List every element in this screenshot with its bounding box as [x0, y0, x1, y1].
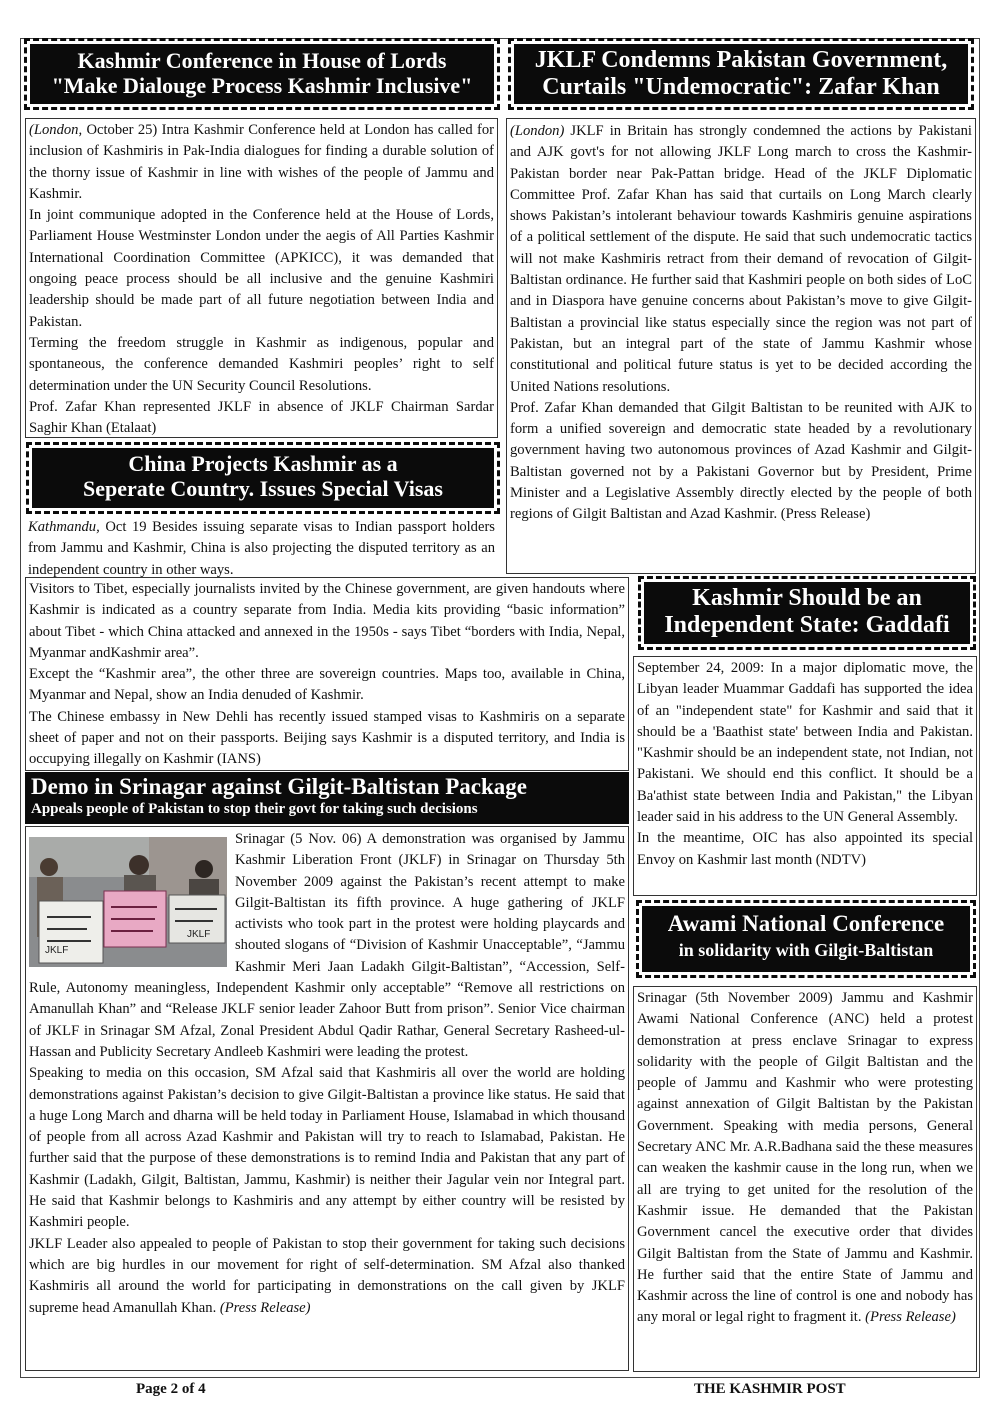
- lords-para-3: Terming the freedom struggle in Kashmir as indigenous, popular and spontaneous, the conference demanded Kashmiri peoples’ right to self determination under the UN Security Council Resolutions.: [29, 334, 494, 394]
- lords-headline-banner: [30, 44, 494, 104]
- jklf-article: [506, 118, 976, 574]
- lords-article-body: [29, 120, 494, 439]
- jklf-headline-line2: Curtails "Undemocratic": Zafar Khan: [542, 73, 940, 100]
- anc-article: [633, 986, 977, 1372]
- jklf-article-body: [510, 121, 972, 526]
- page-number: Page 2 of 4: [136, 1381, 206, 1397]
- jklf-para-1: JKLF in Britain has strongly condemned the actions by Pakistani and AJK govt's for not allowing JKLF Long march to cross the Kashmir-Pakistan border near Pak-Pattan bridge. Head of the JKLF Diplomatic Committee Prof. Zafar Khan has said that curtails on Long March clearly shows Pakistan’s intolerant behaviour towards Kashmiris genuine aspirations of a political settlement of the dispute. He said that such undemocratic tactics will not make Kashmiris retract from their demand of revocation of Gilgit-Baltistan ordinance. He further said that Kashmiri people on both sides of LoC and in Diaspora have genuine concerns about Pakistan’s move to give Gilgit-Baltistan a provincial like status especially since the region was not part of Pakistan, but an integral part of the state of Jammu Kashmir whose constitutional and political future status is yet to be decided according the United Nations resolutions.: [510, 123, 972, 395]
- china-headline-line2: Seperate Country. Issues Special Visas: [83, 475, 443, 501]
- lords-para-4: Prof. Zafar Khan represented JKLF in absence of JKLF Chairman Sardar Saghir Khan (Etalaat): [29, 398, 494, 437]
- china-para-3: Except the “Kashmir area”, the other three are sovereign countries. Maps too, available in China, Myanmar and Nepal, show an India denuded of Kashmir.: [29, 666, 625, 704]
- gaddafi-headline-banner: [644, 582, 970, 644]
- anc-para-1: Srinagar (5th November 2009) Jammu and Kashmir Awami National Conference (ANC) held a protest demonstration at press enclave Srinagar to express solidarity with the people of Gilgit Baltistan and the people of Jammu and Kashmir who were protesting against annexation of Gilgit Baltistan by the Pakistan Government. Speaking with media persons, General Secretary ANC Mr. A.R.Badhana said the these measures can weaken the kashmir cause in the long run, when we all are trying to get united for the resolution of the Kashmir issue. He demanded that the Pakistan Government cancel the executive order that divides Gilgit Baltistan from the State of Jammu and Kashmir. He further said that the entire State of Jammu and Kashmir across the line of control is one and nobody has any moral or legal right to fragment it.: [637, 990, 973, 1326]
- china-article: [25, 577, 629, 771]
- china-headline-banner: [32, 448, 494, 508]
- demo-article: [25, 826, 629, 1371]
- lords-article: [25, 118, 498, 438]
- gaddafi-headline-line2: Independent State: Gaddafi: [664, 611, 950, 638]
- jklf-dateline: (London): [510, 123, 565, 139]
- jklf-headline-banner: [514, 44, 968, 104]
- photo-sign-right: JKLF: [187, 929, 211, 940]
- china-para-1: Oct 19 Besides issuing separate visas to Indian passport holders from Jammu and Kashmir, China is also projecting the disputed territory as an independent country in other ways.: [28, 519, 495, 578]
- anc-headline-line1: Awami National Conference: [667, 911, 945, 936]
- gaddafi-para-2: In the meantime, OIC has also appointed its special Envoy on Kashmir last month (NDTV): [637, 830, 973, 868]
- china-para-2: Visitors to Tibet, especially journalists invited by the Chinese government, are given handouts where Kashmir is indicated as a country separate from India. Media kits providing “basic information” about Tibet - which China attacked and annexed in the 1950s - says Tibet “borders with India, Nepal, Myanmar andKashmir area”.: [29, 581, 625, 661]
- gaddafi-para-1: September 24, 2009: In a major diplomatic move, the Libyan leader Muammar Gaddafi has supported the idea of an "independent state" for Kashmir and said that it should be a 'Baathist state' between India and Pakistan. "Kashmir should be an independent state, not Indian, not Pakistani. We should end this conflict. It should be a Ba'athist state between India and Pakistan," the Libyan leader said in his address to the UN General Assembly.: [637, 660, 973, 826]
- china-headline-line1: China Projects Kashmir as a: [128, 451, 398, 476]
- demo-para-3: JKLF Leader also appealed to people of Pakistan to stop their government for taking such decisions which are big hurdles in our movement for right of self-determination. SM Afzal also thanked Kashmiris all around the world for participating in demonstrations on the call given by JKLF supreme head Amanullah Khan.: [29, 1235, 625, 1316]
- demo-headline-banner: [25, 772, 629, 824]
- jklf-para-2: Prof. Zafar Khan demanded that Gilgit Baltistan to be reunited with AJK to form a unified sovereign and democratic state headed by a revolutionary government having two autonomous provinces of Azad Kashmir and Gilgit-Baltistan governed not by a Pakistani Governor but by President, Prime Minister and a Legislative Assembly directly elected by the people of both regions of Gilgit Baltistan and Azad Kashmir. (Press Release): [510, 399, 972, 523]
- china-article-top: [25, 517, 498, 577]
- lords-headline-line1: Kashmir Conference in House of Lords: [77, 48, 447, 73]
- demo-subhead: Appeals people of Pakistan to stop their govt for taking such decisions: [31, 800, 478, 817]
- anc-headline-banner: [642, 906, 970, 972]
- lords-para-2: In joint communique adopted in the Conference held at the House of Lords, Parliament House Westminster London under the aegis of All Parties Kashmir International Coordination Committee (APKICC), it was demanded that ongoing peace process should be all inclusive and the genuine Kashmiri leadership should be made part of all future negotiation between India and Pakistan.: [29, 207, 494, 330]
- lords-dateline: (London,: [29, 122, 83, 138]
- demo-credit: (Press Release): [219, 1299, 311, 1316]
- anc-headline-line2: in solidarity with Gilgit-Baltistan: [678, 939, 934, 960]
- lords-headline-line2: "Make Dialouge Process Kashmir Inclusive": [51, 72, 473, 98]
- jklf-headline-line1: JKLF Condemns Pakistan Government,: [534, 47, 948, 73]
- china-para-4: The Chinese embassy in New Dehli has recently issued stamped visas to Kashmiris on a separate sheet of paper and not on their passports. Beijing says Kashmir is a disputed territory, and India is occupying illegally on Kashmir (IANS): [29, 708, 625, 768]
- demo-protest-photo: [29, 837, 227, 967]
- demo-para-2: Speaking to media on this occasion, SM Afzal said that Kashmiris all over the world are holding demonstrations against Pakistan’s decision to give Gilgit-Baltistan a province like status. He said that a huge Long March and dharna will be held today in Parliament House, Islamabad in which thousand of people from all across Azad Kashmir and Pakistan will try to reach to Islamabad, Pakistan. He further said that the purpose of these demonstrations is to remind India and Pakistan that any part of Kashmir (Ladakh, Gilgit, Baltistan, Jammu, Kashmir) is neither their Jagular vein nor Integral part. He said that Kashmir belongs to Kashmiris and any attempt by either country will be resisted by Kashmiri people.: [29, 1065, 625, 1231]
- gaddafi-article: [633, 656, 977, 896]
- china-article-body: [29, 579, 625, 771]
- china-dateline: Kathmandu,: [28, 519, 100, 535]
- gaddafi-article-body: [637, 658, 973, 871]
- photo-sign-left: JKLF: [45, 945, 69, 956]
- paper-name: THE KASHMIR POST: [694, 1381, 846, 1397]
- anc-credit: (Press Release): [865, 1309, 956, 1326]
- gaddafi-headline-line1: Kashmir Should be an: [692, 585, 922, 611]
- demo-para-1: Srinagar (5 Nov. 06) A demonstration was organised by Jammu Kashmir Liberation Front (JKLF) in Srinagar on Thursday 5th November 2009 against the Pakistan’s recent attempt to make Gilgit-Baltistan its fifth province. A huge gathering of JKLF activists who took part in the protest were holding playcards and shouted slogans of “Division of Kashmir Unacceptable”, “Jammu Kashmir Meri Jaan Ladakh Gilgit-Baltistan”, “Accession, Self-Rule, Autonomy meaningless, Independent Kashmir only acceptable” “Remove all restrictions on Amanullah Khan” and “Release JKLF senior leader Zahoor Butt from prison”. Senior Vice chairman of JKLF in Srinagar SM Afzal, Zonal President Abdul Qadir Rathar, General Secretary Rasheed-ul-Hassan and Publicity Secretary Andleeb Kashmiri were leading the protest.: [29, 831, 625, 1060]
- demo-headline: Demo in Srinagar against Gilgit-Baltistan Package: [31, 774, 527, 799]
- lords-para-1: October 25) Intra Kashmir Conference held at London has called for inclusion of Kashmiris in Pak-India dialogues for finding a durable solution of the thorny issue of Kashmir in line with wishes of the people of Jammu and Kashmir.: [29, 122, 494, 202]
- anc-article-body: [637, 988, 973, 1329]
